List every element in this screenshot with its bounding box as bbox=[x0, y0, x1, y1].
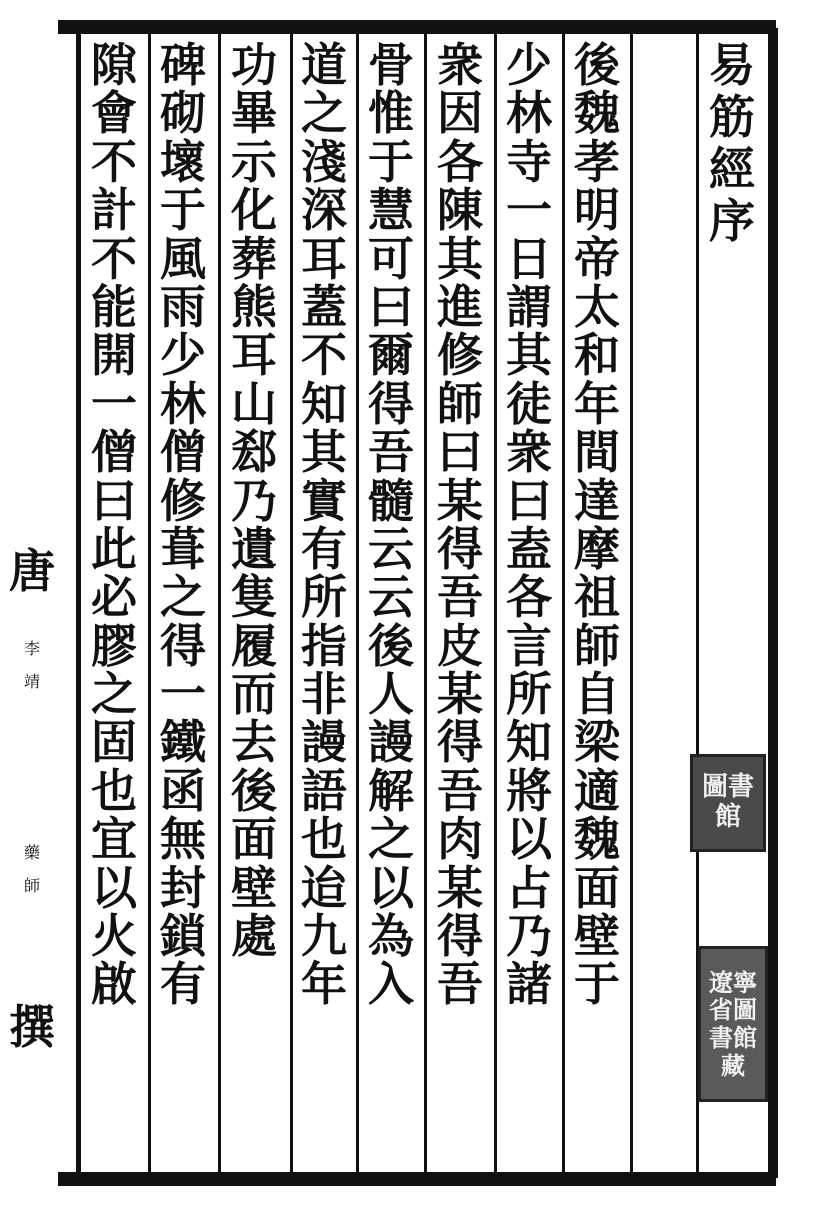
character: 圖 bbox=[733, 995, 757, 1025]
character: 達 bbox=[574, 473, 620, 528]
character: 面 bbox=[231, 812, 277, 867]
character: 所 bbox=[301, 570, 347, 625]
character: 書 bbox=[728, 772, 755, 803]
character: 壁 bbox=[574, 909, 620, 964]
character: 省 bbox=[709, 995, 733, 1025]
character: 惟 bbox=[368, 86, 414, 141]
character: 無 bbox=[160, 812, 206, 867]
character: 年 bbox=[301, 957, 347, 1012]
character: 壞 bbox=[160, 134, 206, 189]
character: 林 bbox=[506, 86, 552, 141]
character: 曰 bbox=[506, 473, 552, 528]
character: 能 bbox=[91, 279, 137, 334]
character: 迨 bbox=[301, 860, 347, 915]
character: 會 bbox=[91, 86, 137, 141]
character: 壁 bbox=[231, 860, 277, 915]
character: 于 bbox=[160, 183, 206, 238]
character: 帝 bbox=[574, 231, 620, 286]
character: 畢 bbox=[231, 86, 277, 141]
character: 不 bbox=[91, 134, 137, 189]
character: 云 bbox=[368, 570, 414, 625]
character: 遼 bbox=[709, 967, 733, 997]
character: 云 bbox=[368, 521, 414, 576]
character: 少 bbox=[160, 328, 206, 383]
character: 徒 bbox=[506, 376, 552, 431]
character: 師 bbox=[574, 618, 620, 673]
character: 修 bbox=[437, 328, 483, 383]
character: 藥 bbox=[23, 843, 40, 862]
character: 化 bbox=[231, 183, 277, 238]
character: 非 bbox=[301, 667, 347, 722]
character: 修 bbox=[160, 473, 206, 528]
author-dynasty: 唐 bbox=[9, 544, 55, 598]
character: 其 bbox=[301, 425, 347, 480]
character: 知 bbox=[506, 715, 552, 770]
character: 于 bbox=[368, 134, 414, 189]
character: 占 bbox=[506, 860, 552, 915]
character: 李 bbox=[23, 639, 40, 658]
character: 曰 bbox=[368, 279, 414, 334]
library-seal-small bbox=[690, 754, 766, 852]
character: 慧 bbox=[368, 183, 414, 238]
character: 一 bbox=[160, 667, 206, 722]
character: 其 bbox=[437, 231, 483, 286]
character: 遺 bbox=[231, 521, 277, 576]
character: 髓 bbox=[368, 473, 414, 528]
column-divider bbox=[218, 34, 221, 1172]
text-column-1 bbox=[565, 38, 629, 1012]
character: 啟 bbox=[91, 957, 137, 1012]
character: 經 bbox=[709, 142, 755, 196]
character: 耳 bbox=[231, 328, 277, 383]
character: 火 bbox=[91, 909, 137, 964]
top-border-rule bbox=[58, 20, 776, 34]
character: 而 bbox=[231, 667, 277, 722]
character: 指 bbox=[301, 618, 347, 673]
character: 人 bbox=[368, 667, 414, 722]
character: 蓋 bbox=[301, 279, 347, 334]
character: 隻 bbox=[231, 570, 277, 625]
character: 以 bbox=[506, 812, 552, 867]
character: 明 bbox=[574, 183, 620, 238]
character: 吾 bbox=[368, 425, 414, 480]
character: 知 bbox=[301, 376, 347, 431]
character: 靖 bbox=[23, 672, 40, 691]
character: 後 bbox=[231, 763, 277, 818]
character: 曰 bbox=[91, 473, 137, 528]
character: 不 bbox=[91, 231, 137, 286]
character: 郄 bbox=[231, 425, 277, 480]
character: 處 bbox=[231, 909, 277, 964]
library-seal-large bbox=[698, 946, 768, 1102]
character: 各 bbox=[437, 134, 483, 189]
character: 衆 bbox=[506, 425, 552, 480]
character: 計 bbox=[91, 183, 137, 238]
character: 其 bbox=[506, 328, 552, 383]
character: 得 bbox=[437, 909, 483, 964]
character: 固 bbox=[91, 715, 137, 770]
character: 各 bbox=[506, 570, 552, 625]
character: 隙 bbox=[91, 38, 137, 92]
character: 和 bbox=[574, 328, 620, 383]
character: 後 bbox=[574, 38, 620, 92]
character: 實 bbox=[301, 473, 347, 528]
character: 一 bbox=[91, 376, 137, 431]
character: 盍 bbox=[506, 521, 552, 576]
character: 某 bbox=[437, 860, 483, 915]
character: 謂 bbox=[506, 279, 552, 334]
text-column-6 bbox=[222, 38, 286, 964]
character: 皮 bbox=[437, 618, 483, 673]
character: 肉 bbox=[437, 812, 483, 867]
text-column-4 bbox=[359, 38, 423, 1012]
character: 之 bbox=[368, 812, 414, 867]
character: 衆 bbox=[437, 38, 483, 92]
character: 得 bbox=[437, 715, 483, 770]
text-column-5 bbox=[292, 38, 356, 1012]
character: 摩 bbox=[574, 521, 620, 576]
character: 葬 bbox=[231, 231, 277, 286]
character: 少 bbox=[506, 38, 552, 92]
character: 以 bbox=[368, 860, 414, 915]
preface-title bbox=[700, 38, 764, 248]
character: 有 bbox=[160, 957, 206, 1012]
character: 因 bbox=[437, 86, 483, 141]
text-column-2 bbox=[497, 38, 561, 1012]
text-column-3 bbox=[428, 38, 492, 1012]
character: 得 bbox=[368, 376, 414, 431]
character: 也 bbox=[301, 812, 347, 867]
character: 為 bbox=[368, 909, 414, 964]
character: 圖 bbox=[701, 772, 728, 803]
character: 序 bbox=[709, 194, 755, 248]
character: 去 bbox=[231, 715, 277, 770]
author-name bbox=[0, 636, 64, 692]
character: 館 bbox=[714, 802, 741, 832]
character: 日 bbox=[506, 231, 552, 286]
character: 也 bbox=[91, 763, 137, 818]
author-line bbox=[0, 0, 64, 1223]
character: 以 bbox=[91, 860, 137, 915]
character: 乃 bbox=[231, 473, 277, 528]
bottom-border-rule bbox=[58, 1172, 776, 1186]
character: 某 bbox=[437, 667, 483, 722]
character: 館 bbox=[733, 1023, 757, 1052]
character: 九 bbox=[301, 909, 347, 964]
character: 道 bbox=[301, 38, 347, 92]
character: 林 bbox=[160, 376, 206, 431]
character: 于 bbox=[574, 957, 620, 1012]
character: 將 bbox=[506, 763, 552, 818]
character: 自 bbox=[574, 667, 620, 722]
character: 適 bbox=[574, 763, 620, 818]
character: 年 bbox=[574, 376, 620, 431]
character: 有 bbox=[301, 521, 347, 576]
character: 熊 bbox=[231, 279, 277, 334]
character: 祖 bbox=[574, 570, 620, 625]
character: 爾 bbox=[368, 328, 414, 383]
character: 雨 bbox=[160, 279, 206, 334]
character: 間 bbox=[574, 425, 620, 480]
author-courtesy bbox=[0, 840, 64, 896]
character: 必 bbox=[91, 570, 137, 625]
character: 膠 bbox=[91, 618, 137, 673]
text-column-7 bbox=[151, 38, 215, 1012]
character: 一 bbox=[506, 183, 552, 238]
character: 進 bbox=[437, 279, 483, 334]
character: 封 bbox=[160, 860, 206, 915]
character: 鐵 bbox=[160, 715, 206, 770]
character: 深 bbox=[301, 183, 347, 238]
character: 乃 bbox=[506, 909, 552, 964]
column-divider bbox=[424, 34, 427, 1172]
author-verb: 撰 bbox=[9, 1000, 55, 1054]
character: 入 bbox=[368, 957, 414, 1012]
text-column-8 bbox=[82, 38, 146, 1012]
character: 諸 bbox=[506, 957, 552, 1012]
character: 易 bbox=[709, 38, 755, 92]
character: 魏 bbox=[574, 86, 620, 141]
character: 可 bbox=[368, 231, 414, 286]
character: 語 bbox=[301, 763, 347, 818]
character: 砌 bbox=[160, 86, 206, 141]
character: 骨 bbox=[368, 38, 414, 92]
character: 鎖 bbox=[160, 909, 206, 964]
character: 葺 bbox=[160, 521, 206, 576]
character: 面 bbox=[574, 860, 620, 915]
character: 後 bbox=[368, 618, 414, 673]
character: 之 bbox=[160, 570, 206, 625]
character: 履 bbox=[231, 618, 277, 673]
character: 書 bbox=[709, 1023, 733, 1052]
character: 吾 bbox=[437, 570, 483, 625]
character: 孝 bbox=[574, 134, 620, 189]
character: 藏 bbox=[721, 1050, 745, 1080]
character: 筋 bbox=[709, 90, 755, 144]
character: 某 bbox=[437, 473, 483, 528]
character: 寺 bbox=[506, 134, 552, 189]
character: 言 bbox=[506, 618, 552, 673]
character: 此 bbox=[91, 521, 137, 576]
character: 曰 bbox=[437, 425, 483, 480]
character: 梁 bbox=[574, 715, 620, 770]
character: 謾 bbox=[368, 715, 414, 770]
character: 寧 bbox=[733, 967, 757, 997]
left-border-rule bbox=[76, 28, 81, 1178]
character: 解 bbox=[368, 763, 414, 818]
character: 功 bbox=[231, 38, 277, 92]
character: 吾 bbox=[437, 957, 483, 1012]
character: 所 bbox=[506, 667, 552, 722]
character: 魏 bbox=[574, 812, 620, 867]
right-border-rule bbox=[768, 28, 778, 1178]
character: 僧 bbox=[160, 425, 206, 480]
character: 宜 bbox=[91, 812, 137, 867]
character: 僧 bbox=[91, 425, 137, 480]
character: 山 bbox=[231, 376, 277, 431]
character: 謾 bbox=[301, 715, 347, 770]
character: 師 bbox=[437, 376, 483, 431]
character: 之 bbox=[91, 667, 137, 722]
character: 之 bbox=[301, 86, 347, 141]
column-divider bbox=[630, 34, 633, 1172]
character: 師 bbox=[23, 876, 40, 895]
character: 耳 bbox=[301, 231, 347, 286]
character: 太 bbox=[574, 279, 620, 334]
character: 函 bbox=[160, 763, 206, 818]
character: 陳 bbox=[437, 183, 483, 238]
character: 吾 bbox=[437, 763, 483, 818]
character: 開 bbox=[91, 328, 137, 383]
character: 風 bbox=[160, 231, 206, 286]
character: 示 bbox=[231, 134, 277, 189]
character: 淺 bbox=[301, 134, 347, 189]
character: 得 bbox=[437, 521, 483, 576]
character: 碑 bbox=[160, 38, 206, 92]
character: 得 bbox=[160, 618, 206, 673]
character: 不 bbox=[301, 328, 347, 383]
